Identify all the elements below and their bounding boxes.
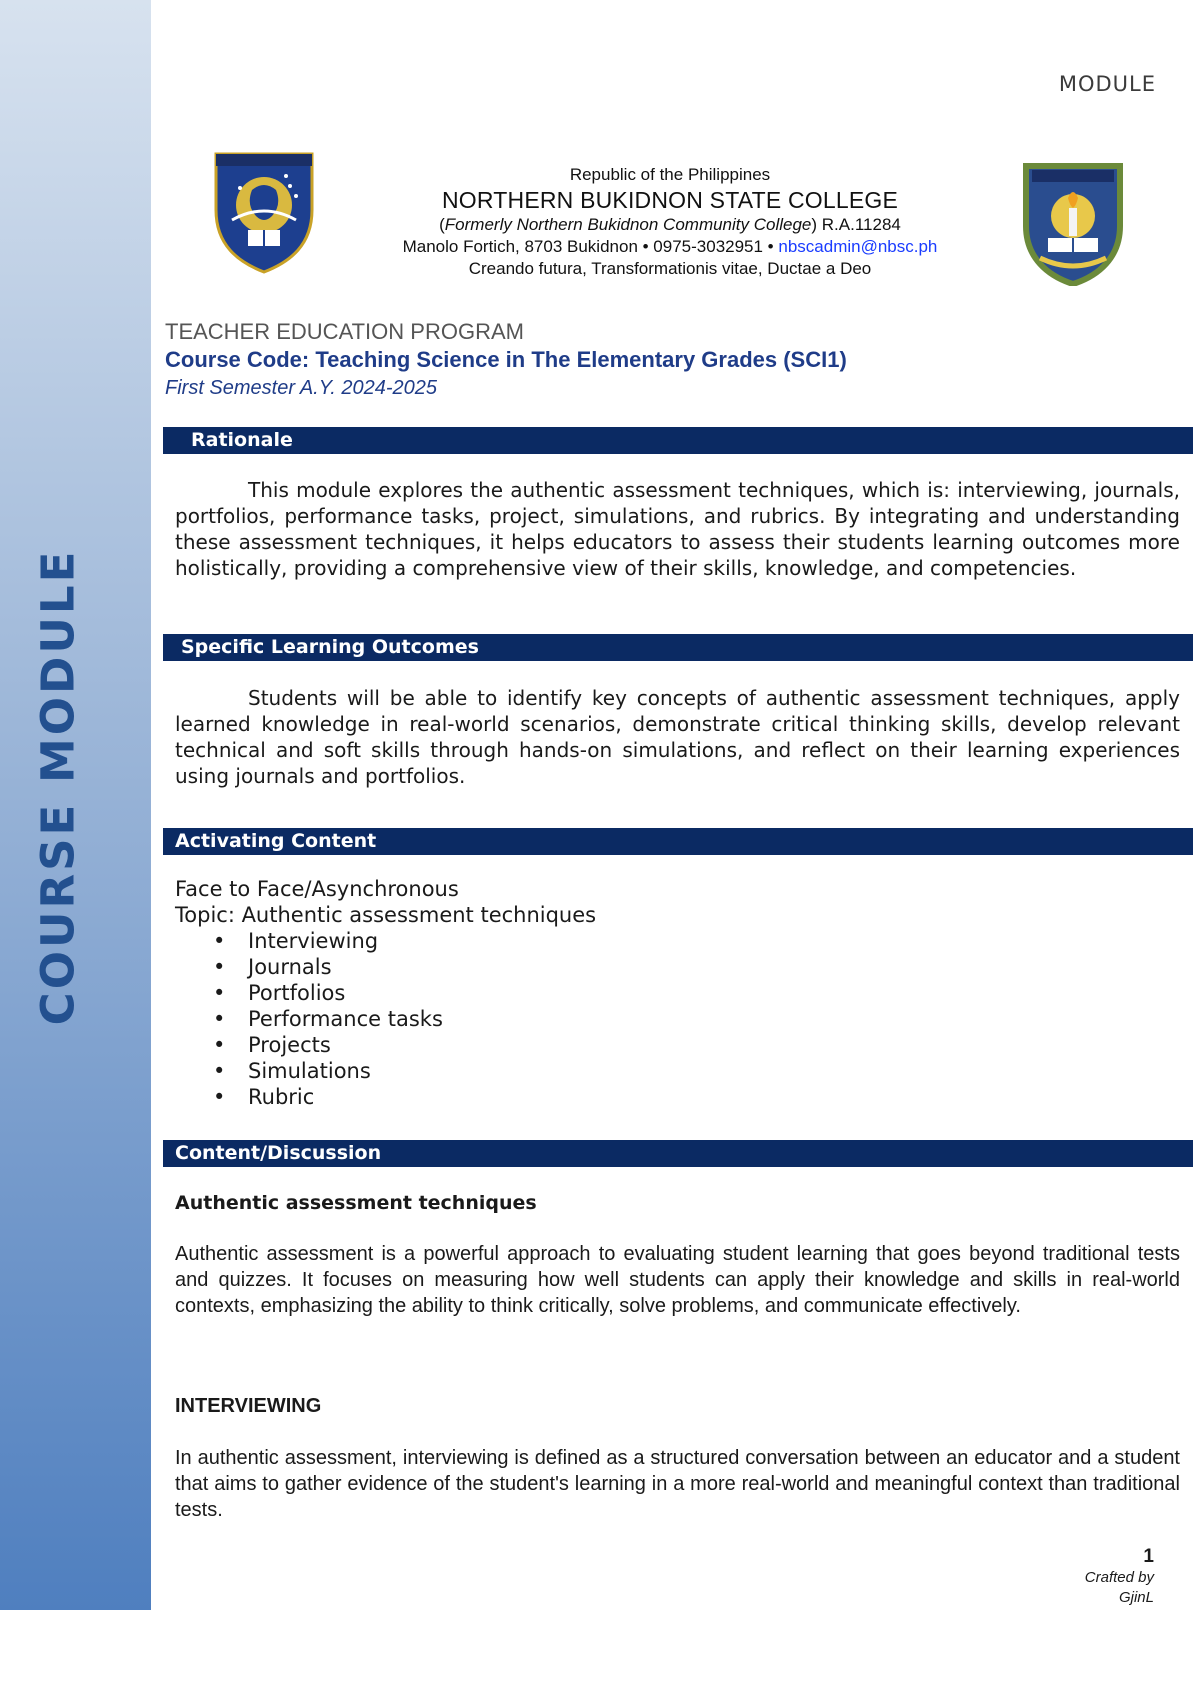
nbsc-seal-icon <box>212 150 316 274</box>
interviewing-heading: INTERVIEWING <box>175 1395 322 1417</box>
outcomes-heading: Specific Learning Outcomes <box>163 634 1193 661</box>
letterhead <box>330 164 1010 280</box>
list-item <box>175 980 596 1006</box>
module-label: MODULE <box>1058 72 1156 96</box>
list-item-text: Portfolios <box>248 981 346 1005</box>
formerly-close: ) R.A.11284 <box>811 215 901 234</box>
republic-line: Republic of the Philippines <box>569 165 771 184</box>
list-item <box>175 954 596 980</box>
address-line <box>330 236 1010 258</box>
list-item <box>175 1084 596 1110</box>
content-heading-bar: Content/Discussion <box>163 1140 1193 1167</box>
list-item-text: Performance tasks <box>248 1007 443 1031</box>
sidebar-title: COURSE MODULE <box>31 548 85 1026</box>
activating-heading: Activating Content <box>163 828 1193 855</box>
sidebar-band <box>0 0 151 1610</box>
page-footer <box>1085 1546 1154 1608</box>
college-name: NORTHERN BUKIDNON STATE COLLEGE <box>441 187 899 213</box>
list-item-text: Projects <box>248 1033 331 1057</box>
semester: First Semester A.Y. 2024-2025 <box>165 377 437 399</box>
formerly-open: ( <box>439 215 445 234</box>
rationale-heading: Rationale <box>163 427 1193 454</box>
bullet-icon: • <box>213 1085 226 1109</box>
bullet-icon: • <box>213 955 226 979</box>
technique-list <box>175 928 596 1110</box>
address-text: Manolo Fortich, 8703 Bukidnon • 0975-3032951 • <box>402 237 779 256</box>
email-link[interactable]: nbscadmin@nbsc.ph <box>778 237 938 256</box>
list-item-text: Interviewing <box>248 929 379 953</box>
formerly-line <box>330 214 1010 236</box>
list-item-text: Simulations <box>248 1059 371 1083</box>
bullet-icon: • <box>213 929 226 953</box>
teacher-education-seal-icon <box>1018 158 1128 286</box>
list-item-text: Rubric <box>248 1085 315 1109</box>
program-title: TEACHER EDUCATION PROGRAM <box>165 319 524 344</box>
content-subheading: Authentic assessment techniques <box>175 1192 537 1214</box>
list-item-text: Journals <box>248 955 332 979</box>
course-code: Course Code: Teaching Science in The Elementary Grades (SCI1) <box>165 347 847 372</box>
formerly-name: Formerly Northern Bukidnon Community College <box>444 215 812 234</box>
rationale-body: This module explores the authentic assessment techniques, which is: interviewing, journals, portfolios, performance tasks, project, simulations, and rubrics. By integrating and understanding these assessment techniques, it helps educators to assess their students learning outcomes more holistically, providing a comprehensive view of their skills, knowledge, and competencies. <box>175 478 1180 580</box>
motto-line: Creando futura, Transformationis vitae, Ductae a Deo <box>468 259 872 278</box>
activating-content <box>175 876 596 1110</box>
topic-line: Topic: Authentic assessment techniques <box>175 903 597 927</box>
list-item <box>175 928 596 954</box>
bullet-icon: • <box>213 981 226 1005</box>
author-name: GjinL <box>1118 1589 1154 1606</box>
interviewing-body: In authentic assessment, interviewing is defined as a structured conversation between an educator and a student that aims to gather evidence of the student's learning in a more real-world and meaningful context than traditional tests. <box>175 1447 1180 1521</box>
outcomes-body: Students will be able to identify key concepts of authentic assessment techniques, apply learned knowledge in real-world scenarios, demonstrate critical thinking skills, develop relevant technical and soft skills through hands-on simulations, and reflect on their learning experiences using journals and portfolios. <box>175 686 1180 788</box>
bullet-icon: • <box>213 1007 226 1031</box>
content-body: Authentic assessment is a powerful approach to evaluating student learning that goes beyond traditional tests and quizzes. It focuses on measuring how well students can apply their knowledge and skills in real-world contexts, emphasizing the ability to think critically, solve problems, and communicate effectively. <box>175 1243 1180 1317</box>
program-block <box>165 318 847 402</box>
page-number: 1 <box>1143 1546 1154 1567</box>
list-item <box>175 1058 596 1084</box>
list-item <box>175 1032 596 1058</box>
bullet-icon: • <box>213 1033 226 1057</box>
list-item <box>175 1006 596 1032</box>
bullet-icon: • <box>213 1059 226 1083</box>
delivery-mode: Face to Face/Asynchronous <box>175 877 459 901</box>
crafted-by-line: Crafted by <box>1084 1569 1154 1586</box>
